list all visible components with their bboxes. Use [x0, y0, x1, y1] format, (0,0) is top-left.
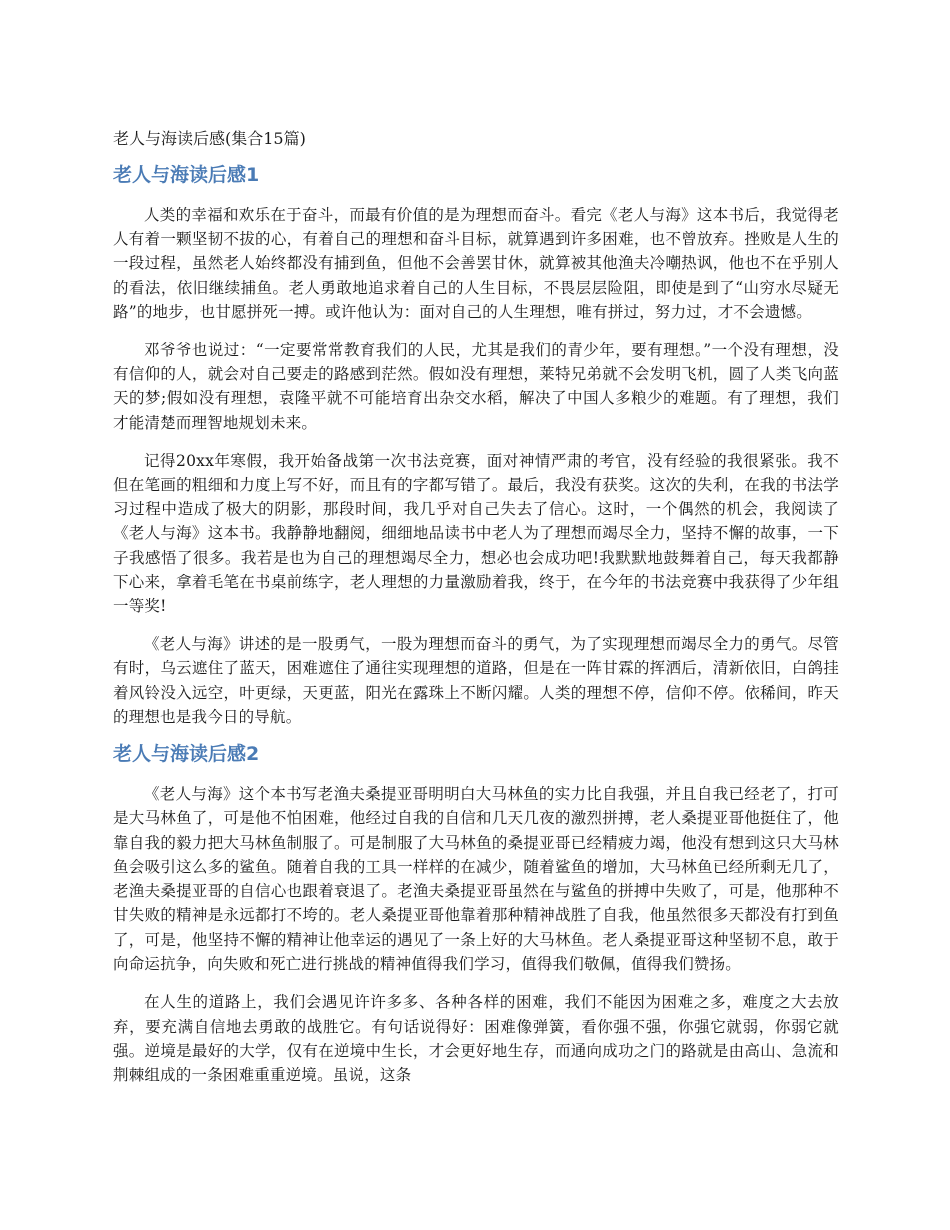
section-heading-1: 老人与海读后感1	[113, 164, 260, 186]
paragraph: 记得20xx年寒假，我开始备战第一次书法竞赛，面对神情严肃的考官，没有经验的我很紧张。我不但在笔画的粗细和力度上写不好，而且有的字都写错了。最后，我没有获奖。这次的失利，在我的书法学习过程中造成了极大的阴影，那段时间，我几乎对自己失去了信心。这时，一个偶然的机会，我阅读了《老人与海》这本书。我静静地翻阅，细细地品读书中老人为了理想而竭尽全力，坚持不懈的故事，一下子我感悟了很多。我若是也为自己的理想竭尽全力，想必也会成功吧!我默默地鼓舞着自己，每天我都静下心来，拿着毛笔在书桌前练字，老人理想的力量激励着我，终于，在今年的书法竞赛中我获得了少年组一等奖!	[113, 451, 839, 616]
paragraph: 《老人与海》讲述的是一股勇气，一股为理想而奋斗的勇气，为了实现理想而竭尽全力的勇气。尽管有时，乌云遮住了蓝天，困难遮住了通往实现理想的道路，但是在一阵甘霖的挥洒后，清新依旧，白鸽挂着风铃没入远空，叶更绿，天更蓝，阳光在露珠上不断闪耀。人类的理想不停，信仰不停。依稀间，昨天的理想也是我今日的导航。	[113, 635, 839, 726]
section-1-body	[113, 203, 839, 743]
section-heading-2: 老人与海读后感2	[113, 743, 260, 765]
paragraph: 人类的幸福和欢乐在于奋斗，而最有价值的是为理想而奋斗。看完《老人与海》这本书后，我觉得老人有着一颗坚韧不拔的心，有着自己的理想和奋斗目标，就算遇到许多困难，也不曾放弃。挫败是人生的一段过程，虽然老人始终都没有捕到鱼，但他不会善罢甘休，就算被其他渔夫冷嘲热讽，他也不在乎别人的看法，依旧继续捕鱼。老人勇敢地追求着自己的人生目标，不畏层层险阻，即使是到了“山穷水尽疑无路”的地步，也甘愿拼死一搏。或许他认为：面对自己的人生理想，唯有拼过，努力过，才不会遗憾。	[113, 206, 839, 321]
paragraph: 邓爷爷也说过：“一定要常常教育我们的人民，尤其是我们的青少年，要有理想。”一个没有理想，没有信仰的人，就会对自己要走的路感到茫然。假如没有理想，莱特兄弟就不会发明飞机，圆了人类飞向蓝天的梦;假如没有理想，袁隆平就不可能培育出杂交水稻，解决了中国人多粮少的难题。有了理想，我们才能清楚而理智地规划未来。	[113, 341, 839, 432]
document-title: 老人与海读后感(集合15篇)	[113, 129, 306, 148]
section-2-body	[113, 782, 839, 1102]
paragraph: 《老人与海》这个本书写老渔夫桑提亚哥明明白大马林鱼的实力比自我强，并且自我已经老了，打可是大马林鱼了，可是他不怕困难，他经过自我的自信和几天几夜的激烈拼搏，老人桑提亚哥他挺住了，他靠自我的毅力把大马林鱼制服了。可是制服了大马林鱼的桑提亚哥已经精疲力竭，他没有想到这只大马林鱼会吸引这么多的鲨鱼。随着自我的工具一样样的在减少，随着鲨鱼的增加，大马林鱼已经所剩无几了，老渔夫桑提亚哥的自信心也跟着衰退了。老渔夫桑提亚哥虽然在与鲨鱼的拼搏中失败了，可是，他那种不甘失败的精神是永远都打不垮的。老人桑提亚哥他靠着那种精神战胜了自我，他虽然很多天都没有打到鱼了，可是，他坚持不懈的精神让他幸运的遇见了一条上好的大马林鱼。老人桑提亚哥这种坚韧不息，敢于向命运抗争，向失败和死亡进行挑战的精神值得我们学习，值得我们敬佩，值得我们赞扬。	[113, 785, 839, 974]
paragraph: 在人生的道路上，我们会遇见许许多多、各种各样的困难，我们不能因为困难之多，难度之大去放弃，要充满自信地去勇敢的战胜它。有句话说得好：困难像弹簧，看你强不强，你强它就弱，你弱它就强。逆境是最好的大学，仅有在逆境中生长，才会更好地生存，而通向成功之门的路就是由高山、急流和荆棘组成的一条困难重重逆境。虽说，这条	[113, 993, 839, 1085]
